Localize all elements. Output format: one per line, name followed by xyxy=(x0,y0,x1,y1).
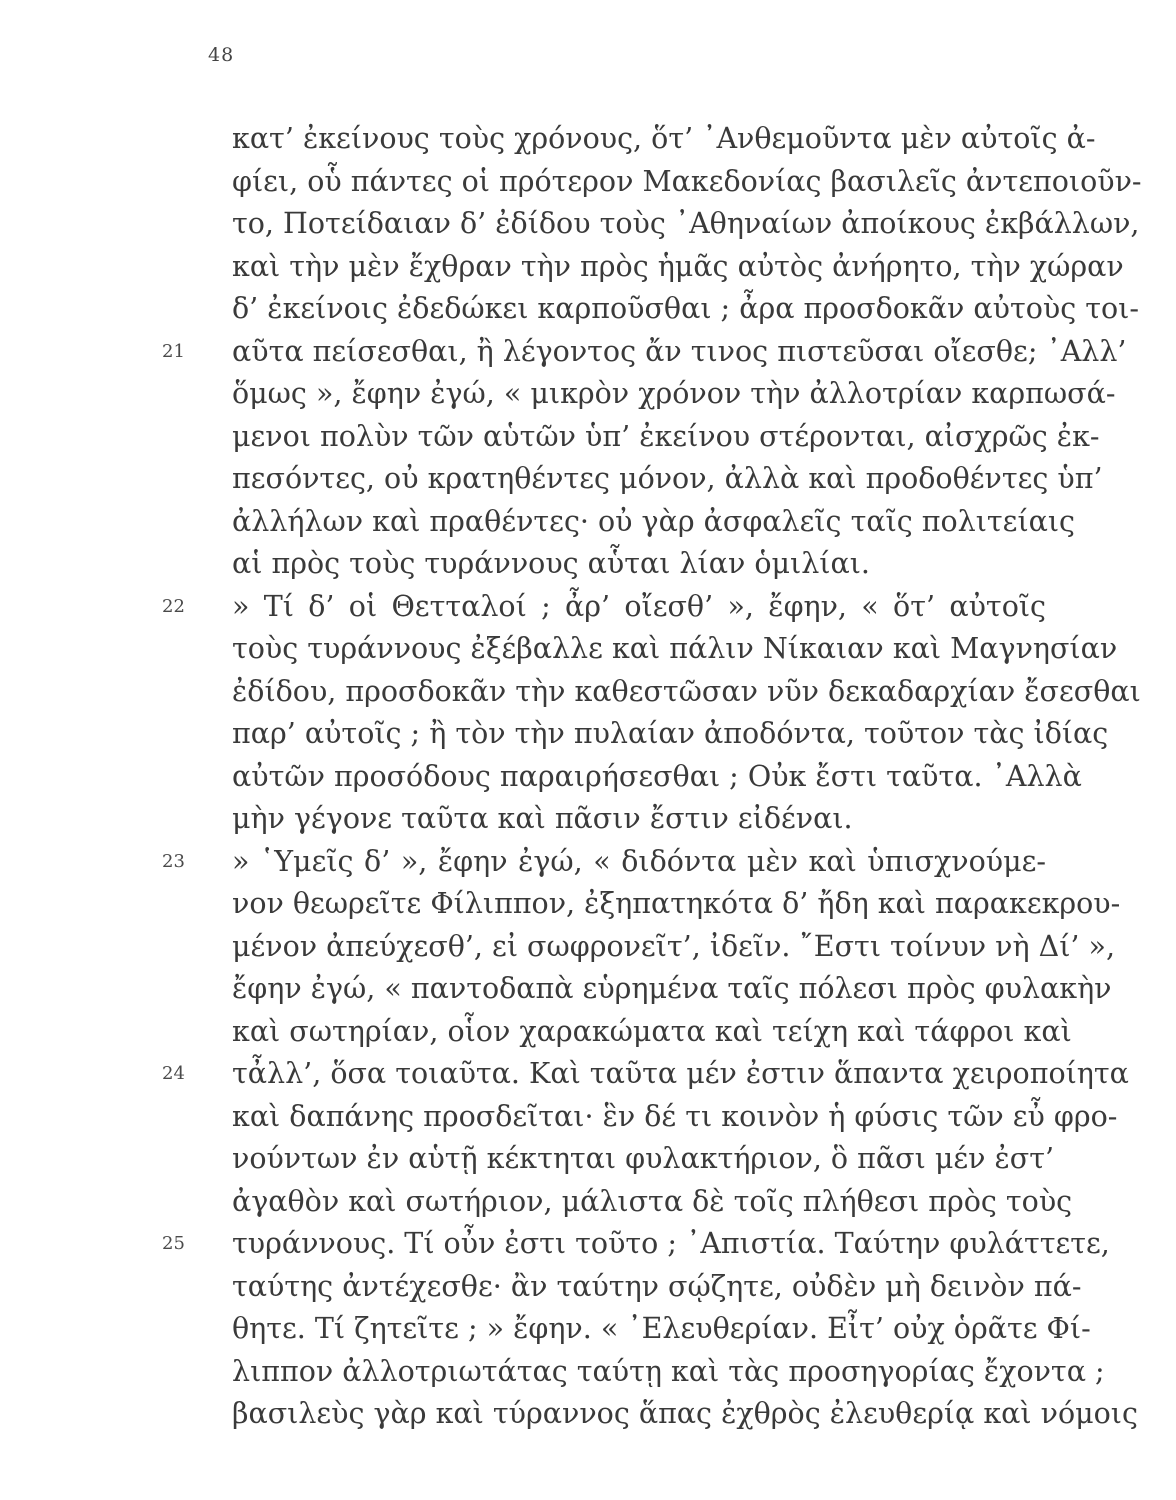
section-number: 24 xyxy=(162,1063,185,1084)
greek-text-body xyxy=(162,118,1142,1436)
text-line xyxy=(232,1096,1118,1139)
line-text: καὶ σωτηρίαν, οἷον χαρακώματα καὶ τείχη καὶ τάφροι καὶ xyxy=(232,1014,1072,1048)
text-line xyxy=(162,331,1127,374)
line-text: τἆλλ’, ὅσα τοιαῦτα. Καὶ ταῦτα μέν ἐστιν ἅπαντα χειροποίητα xyxy=(232,1057,1129,1090)
line-text: παρ’ αὐτοῖς ; ἢ τὸν τὴν πυλαίαν ἀποδόντα, τοῦτον τὰς ἰδίας xyxy=(232,717,1109,750)
line-text: καὶ τὴν μὲν ἔχθραν τὴν πρὸς ἡμᾶς αὐτὸς ἀνήρητο, τὴν χώραν xyxy=(232,249,1124,283)
text-line xyxy=(232,1138,1055,1181)
text-line xyxy=(232,203,1140,246)
text-line xyxy=(232,161,1142,204)
line-text: βασιλεὺς γὰρ καὶ τύραννος ἅπας ἐχθρὸς ἐλευθερίᾳ καὶ νόμοις xyxy=(232,1397,1138,1430)
line-text: λιππον ἀλλοτριωτάτας ταύτῃ καὶ τὰς προσηγορίας ἔχοντα ; xyxy=(232,1354,1105,1388)
section-number: 22 xyxy=(162,595,185,617)
text-line xyxy=(162,1223,1110,1266)
line-text: μενοι πολὺν τῶν αὑτῶν ὑπ’ ἐκείνου στέρονται, αἰσχρῶς ἐκ- xyxy=(232,419,1100,453)
line-text: αὐτῶν προσόδους παραιρήσεσθαι ; Οὐκ ἔστι ταῦτα. ᾿Αλλὰ xyxy=(232,759,1082,793)
text-line xyxy=(232,1011,1072,1054)
line-text: νον θεωρεῖτε Φίλιππον, ἐξηπατηκότα δ’ ἤδη καὶ παρακεκρου- xyxy=(232,887,1121,920)
line-text: αῦτα πείσεσθαι, ἢ λέγοντος ἄν τινος πιστεῦσαι οἴεσθε; ᾿Αλλ’ xyxy=(232,334,1127,368)
text-line xyxy=(232,1181,1073,1224)
text-line xyxy=(232,926,1116,969)
line-text: ὅμως », ἔφην ἐγώ, « μικρὸν χρόνον τὴν ἀλλοτρίαν καρπωσά- xyxy=(232,377,1116,410)
text-line xyxy=(232,1308,1091,1351)
line-text: » Τί δ’ οἱ Θετταλοί ; ἆρ’ οἴεσθ’ », ἔφην, « ὅτ’ αὐτοῖς xyxy=(232,589,1046,623)
text-line xyxy=(162,841,1046,884)
text-line xyxy=(232,628,1118,671)
line-text: φίει, οὗ πάντες οἱ πρότερον Μακεδονίας βασιλεῖς ἀντεποιοῦν- xyxy=(232,164,1142,198)
text-line xyxy=(232,416,1100,459)
text-line xyxy=(232,756,1082,799)
line-text: ἀγαθὸν καὶ σωτήριον, μάλιστα δὲ τοῖς πλήθεσι πρὸς τοὺς xyxy=(232,1184,1073,1218)
text-line xyxy=(232,288,1139,331)
page-number: 48 xyxy=(208,44,235,66)
section-number: 25 xyxy=(162,1233,185,1254)
line-text: ἀλλήλων καὶ πραθέντες· οὐ γὰρ ἀσφαλεῖς ταῖς πολιτείαις xyxy=(232,504,1076,538)
line-text: το, Ποτείδαιαν δ’ ἐδίδου τοὺς ᾿Αθηναίων ἀποίκους ἐκβάλλων, xyxy=(232,207,1140,240)
text-line xyxy=(232,883,1121,926)
text-line xyxy=(232,1351,1105,1394)
text-line xyxy=(232,458,1103,501)
section-number: 23 xyxy=(162,850,185,872)
text-line xyxy=(232,118,1096,161)
text-line xyxy=(162,586,1046,629)
line-text: αἱ πρὸς τοὺς τυράννους αὗται λίαν ὁμιλίαι. xyxy=(232,547,870,580)
section-number: 21 xyxy=(162,340,185,362)
text-line xyxy=(232,501,1076,544)
text-line xyxy=(232,798,1046,841)
line-text: ἐδίδου, προσδοκᾶν τὴν καθεστῶσαν νῦν δεκαδαρχίαν ἔσεσθαι xyxy=(232,674,1141,708)
line-text: καὶ δαπάνης προσδεῖται· ἓν δέ τι κοινὸν ἡ φύσις τῶν εὖ φρο- xyxy=(232,1099,1118,1133)
text-line xyxy=(232,1266,1082,1309)
line-text: πεσόντες, οὐ κρατηθέντες μόνον, ἀλλὰ καὶ προδοθέντες ὑπ’ xyxy=(232,462,1103,495)
text-line xyxy=(232,543,1046,586)
text-line xyxy=(232,671,1141,714)
line-text: θητε. Τί ζητεῖτε ; » ἔφην. « ᾿Ελευθερίαν. Εἶτ’ οὐχ ὁρᾶτε Φί- xyxy=(232,1312,1091,1345)
text-line xyxy=(232,1393,1138,1436)
line-text: δ’ ἐκείνοις ἐδεδώκει καρποῦσθαι ; ἆρα προσδοκᾶν αὐτοὺς τοι- xyxy=(232,292,1139,325)
text-line xyxy=(232,713,1109,756)
line-text: τοὺς τυράννους ἐξέβαλλε καὶ πάλιν Νίκαιαν καὶ Μαγνησίαν xyxy=(232,632,1118,665)
line-text: ἔφην ἐγώ, « παντοδαπὰ εὑρημένα ταῖς πόλεσι πρὸς φυλακὴν xyxy=(232,972,1112,1005)
line-text: μένον ἀπεύχεσθ’, εἰ σωφρονεῖτ’, ἰδεῖν. ῎Εστι τοίνυν νὴ Δί’ », xyxy=(232,929,1116,963)
line-text: τυράννους. Τί οὖν ἐστι τοῦτο ; ᾿Απιστία. Ταύτην φυλάττετε, xyxy=(232,1227,1110,1260)
text-line xyxy=(162,1053,1129,1096)
text-line xyxy=(232,373,1116,416)
line-text: νούντων ἐν αὑτῇ κέκτηται φυλακτήριον, ὃ πᾶσι μέν ἐστ’ xyxy=(232,1142,1055,1175)
text-line xyxy=(232,246,1124,289)
line-text: » ῾Υμεῖς δ’ », ἔφην ἐγώ, « διδόντα μὲν καὶ ὑπισχνούμε- xyxy=(232,844,1046,878)
line-text: κατ’ ἐκείνους τοὺς χρόνους, ὅτ’ ᾿Ανθεμοῦντα μὲν αὐτοῖς ἀ- xyxy=(232,122,1096,155)
line-text: μὴν γέγονε ταῦτα καὶ πᾶσιν ἔστιν εἰδέναι. xyxy=(232,802,853,835)
text-line xyxy=(232,968,1112,1011)
line-text: ταύτης ἀντέχεσθε· ἂν ταύτην σῴζητε, οὐδὲν μὴ δεινὸν πά- xyxy=(232,1269,1082,1303)
